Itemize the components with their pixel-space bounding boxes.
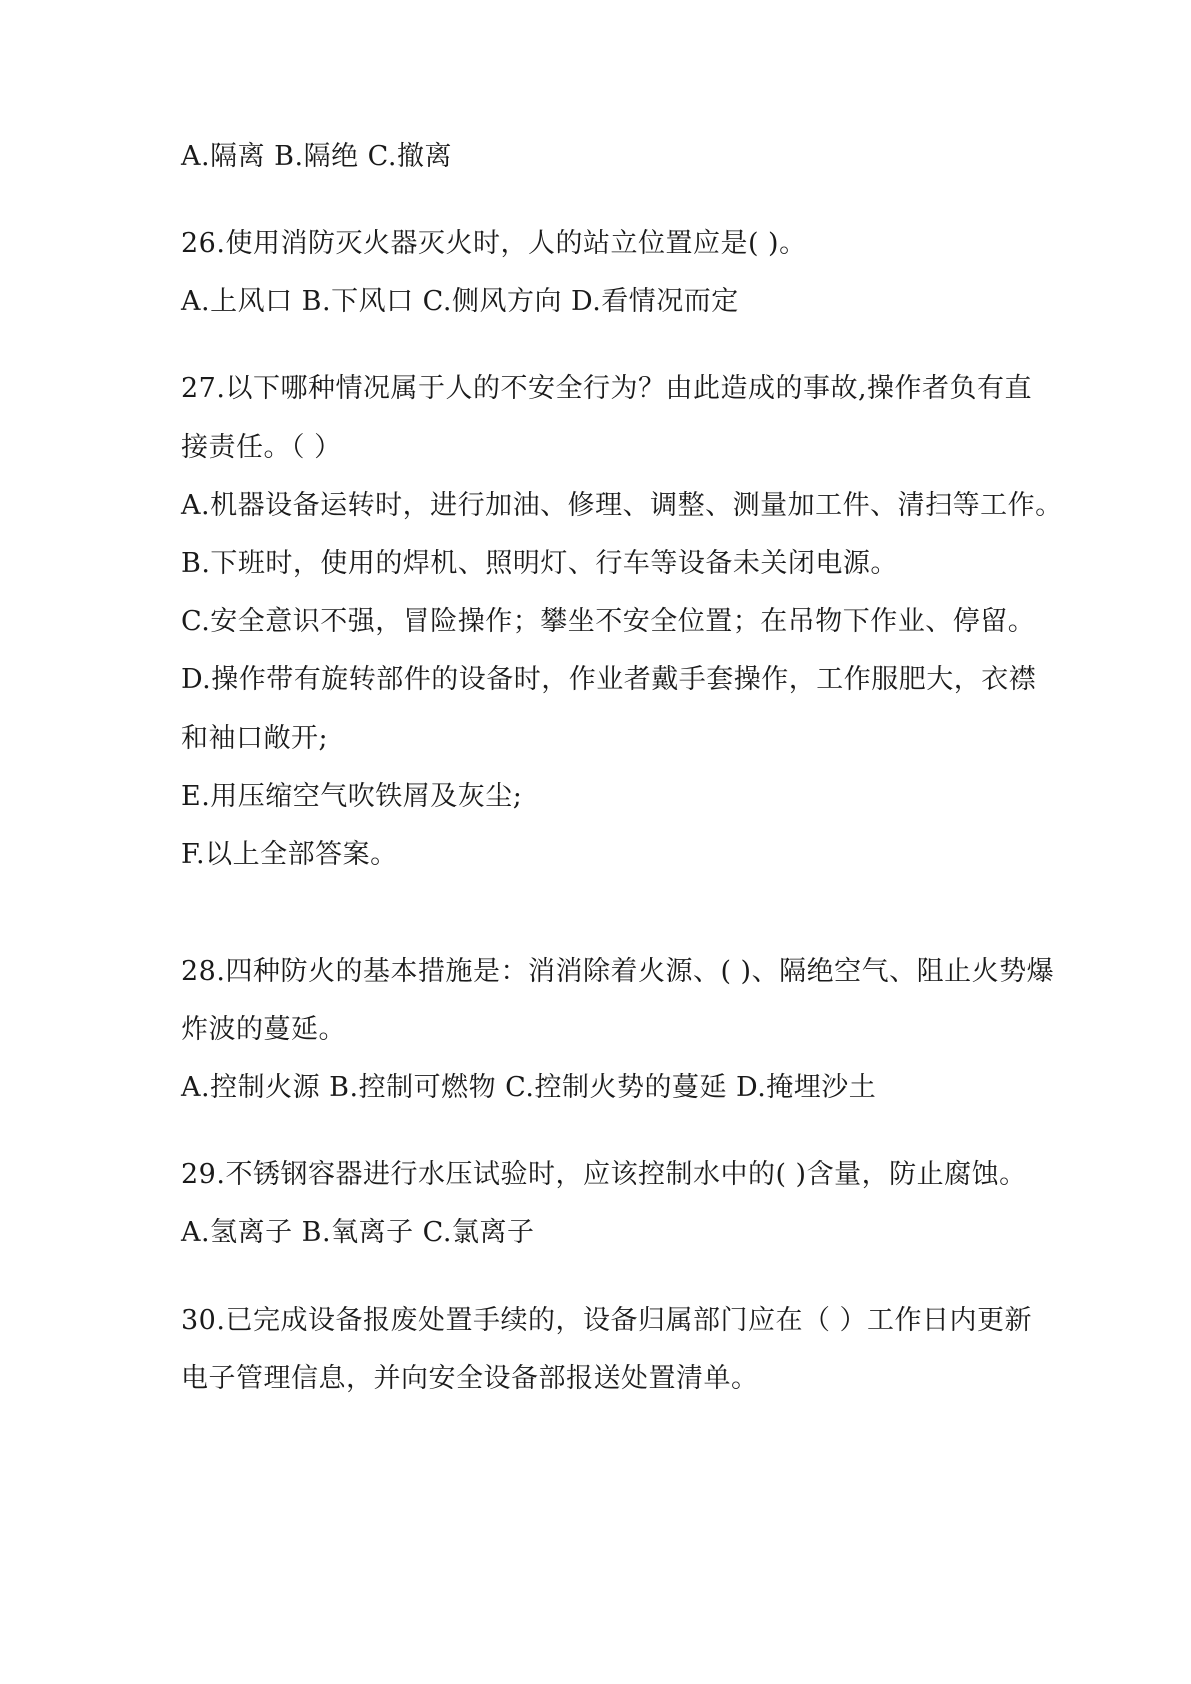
q27-question-line-1: 27.以下哪种情况属于人的不安全行为？由此造成的事故,操作者负有直: [181, 373, 1033, 404]
q27-option-f: F.以上全部答案。: [181, 839, 398, 870]
q27-option-a: A.机器设备运转时，进行加油、修理、调整、测量加工件、清扫等工作。: [181, 490, 1063, 521]
q27-option-b: B.下班时，使用的焊机、照明灯、行车等设备未关闭电源。: [181, 548, 898, 579]
q30-question-line-2: 电子管理信息，并向安全设备部报送处置清单。: [181, 1363, 759, 1394]
q28-question-line-1: 28.四种防火的基本措施是：消消除着火源、( )、隔绝空气、阻止火势爆: [181, 956, 1055, 987]
q27-option-c: C.安全意识不强，冒险操作；攀坐不安全位置；在吊物下作业、停留。: [181, 606, 1036, 637]
q27-question-line-2: 接责任。（ ）: [181, 432, 342, 463]
q26-options: A.上风口 B.下风口 C.侧风方向 D.看情况而定: [181, 286, 739, 317]
q29-question: 29.不锈钢容器进行水压试验时，应该控制水中的( )含量，防止腐蚀。: [181, 1159, 1027, 1190]
q28-question-line-2: 炸波的蔓延。: [181, 1014, 346, 1045]
q27-option-d-line-1: D.操作带有旋转部件的设备时，作业者戴手套操作，工作服肥大，衣襟: [181, 664, 1037, 695]
q28-options: A.控制火源 B.控制可燃物 C.控制火势的蔓延 D.掩埋沙土: [181, 1072, 877, 1103]
q30-question-line-1: 30.已完成设备报废处置手续的，设备归属部门应在（ ）工作日内更新: [181, 1305, 1033, 1336]
q27-option-e: E.用压缩空气吹铁屑及灰尘;: [181, 781, 523, 812]
q27-option-d-line-2: 和袖口敞开;: [181, 723, 329, 754]
q26-question: 26.使用消防灭火器灭火时，人的站立位置应是( )。: [181, 228, 807, 259]
q25-options: A.隔离 B.隔绝 C.撤离: [181, 141, 452, 172]
q29-options: A.氢离子 B.氧离子 C.氯离子: [181, 1217, 535, 1248]
